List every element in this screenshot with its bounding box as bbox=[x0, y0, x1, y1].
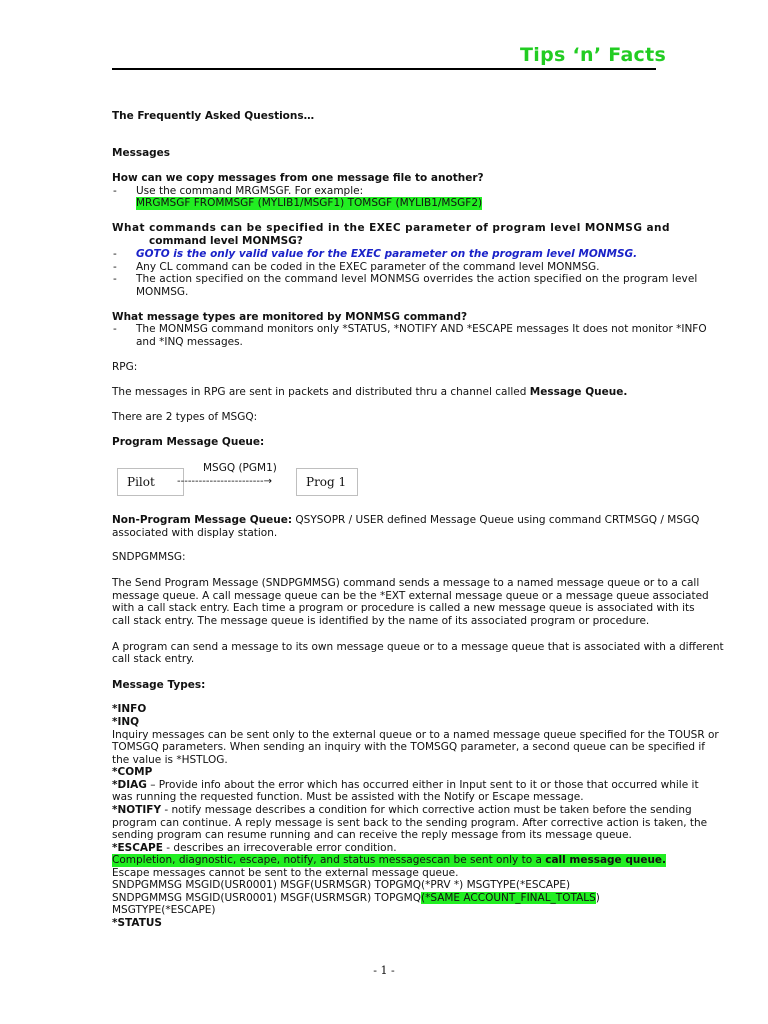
completion-highlight bbox=[112, 854, 666, 867]
inq-description-line: TOMSGQ parameters. When sending an inquiry with the TOMSGQ parameter, a second queue can be specified if bbox=[112, 741, 705, 753]
rpg-description bbox=[112, 386, 627, 399]
type-info: *INFO bbox=[112, 703, 147, 715]
diagram-box-pilot: Pilot bbox=[117, 468, 184, 496]
sndpgmmsg-p1-line: call stack entry. The message queue is identified by the name of its associated program or procedure. bbox=[112, 615, 650, 627]
sndpgmmsg-p1-line: The Send Program Message (SNDPGMMSG) command sends a message to a named message queue or to a call bbox=[112, 577, 700, 589]
command-example-2-highlight: (*SAME ACCOUNT_FINAL_TOTALS bbox=[420, 892, 596, 904]
command-example-2-text: SNDPGMMSG MSGID(USR0001) MSGF(USRMSGR) TOPGMQ bbox=[112, 892, 421, 904]
type-status: *STATUS bbox=[112, 917, 162, 929]
sndpgmmsg-p1-line: with a call stack entry. Each time a program or procedure is called a new message queue is associated with its bbox=[112, 602, 695, 614]
bullet-dash: - bbox=[113, 323, 117, 335]
messages-heading: Messages bbox=[112, 147, 171, 159]
q1-bullet: Use the command MRGMSGF. For example: bbox=[136, 185, 364, 197]
inq-description-line: the value is *HSTLOG. bbox=[112, 754, 228, 766]
header-divider bbox=[112, 68, 656, 70]
npmq-line1 bbox=[112, 514, 699, 527]
bullet-dash: - bbox=[113, 185, 117, 197]
escape-text: - describes an irrecoverable error condition. bbox=[162, 842, 397, 854]
page-header-title: Tips ‘n’ Facts bbox=[520, 44, 667, 66]
diagram-box-prog1: Prog 1 bbox=[296, 468, 358, 496]
type-comp: *COMP bbox=[112, 766, 153, 778]
command-example-1: SNDPGMMSG MSGID(USR0001) MSGF(USRMSGR) TOPGMQ(*PRV *) MSGTYPE(*ESCAPE) bbox=[112, 879, 571, 891]
q2-bullet-override-line1: The action specified on the command level MONMSG overrides the action specified on the program level bbox=[136, 273, 698, 285]
type-escape: *ESCAPE bbox=[112, 842, 163, 854]
msgq-types-line: There are 2 types of MSGQ: bbox=[112, 411, 258, 423]
rpg-message-queue-term: Message Queue. bbox=[529, 386, 628, 398]
escape-note: Escape messages cannot be sent to the external message queue. bbox=[112, 867, 459, 879]
diag-line2: was running the requested function. Must be assisted with the Notify or Escape message. bbox=[112, 791, 584, 803]
q3-bullet-line2: and *INQ messages. bbox=[136, 336, 243, 348]
type-inq: *INQ bbox=[112, 716, 140, 728]
notify-line2: program can continue. A reply message is sent back to the sending program. After corrective action is taken, the bbox=[112, 817, 708, 829]
sndpgmmsg-p1-line: message queue. A call message queue can be the *EXT external message queue or a message queue associated bbox=[112, 590, 709, 602]
q2-bullet-goto: GOTO is the only valid value for the EXEC parameter on the program level MONMSG. bbox=[136, 248, 638, 260]
bullet-dash: - bbox=[113, 248, 117, 260]
q2-question-line1: What commands can be specified in the EXEC parameter of program level MONMSG and bbox=[112, 222, 670, 234]
q3-bullet-line1: The MONMSG command monitors only *STATUS, *NOTIFY AND *ESCAPE messages It does not monitor *INFO bbox=[136, 323, 707, 335]
diagram-arrow: ------------------------→ bbox=[177, 476, 272, 487]
rpg-description-text: The messages in RPG are sent in packets and distributed thru a channel called bbox=[112, 386, 530, 398]
intro-heading: The Frequently Asked Questions… bbox=[112, 110, 315, 122]
sndpgmmsg-label: SNDPGMMSG: bbox=[112, 551, 186, 563]
type-diag: *DIAG bbox=[112, 779, 147, 791]
command-example-2-close: ) bbox=[595, 892, 600, 904]
page-number: - 1 - bbox=[373, 964, 395, 977]
type-notify: *NOTIFY bbox=[112, 804, 162, 816]
q3-question: What message types are monitored by MONMSG command? bbox=[112, 311, 468, 323]
sndpgmmsg-p2-line: A program can send a message to its own message queue or to a message queue that is associated with a different bbox=[112, 641, 724, 653]
notify-line3: sending program can resume running and can receive the reply message from its message queue. bbox=[112, 829, 632, 841]
sndpgmmsg-p2-line: call stack entry. bbox=[112, 653, 195, 665]
q2-bullet-override-line2: MONMSG. bbox=[136, 286, 189, 298]
command-example-3: MSGTYPE(*ESCAPE) bbox=[112, 904, 216, 916]
npmq-line2: associated with display station. bbox=[112, 527, 278, 539]
notify-text: - notify message describes a condition for which corrective action must be taken before the sending bbox=[161, 804, 692, 816]
diagram-arrow-label: MSGQ (PGM1) bbox=[203, 462, 277, 474]
npmq-text: QSYSOPR / USER defined Message Queue using command CRTMSGQ / MSGQ bbox=[292, 514, 700, 526]
q1-example-code: MRGMSGF FROMMSGF (MYLIB1/MSGF1) TOMSGF (MYLIB1/MSGF2) bbox=[136, 197, 483, 209]
notify-line1 bbox=[112, 804, 692, 817]
message-types-heading: Message Types: bbox=[112, 679, 206, 691]
inq-description-line: Inquiry messages can be sent only to the external queue or to a named message queue specified for the TOUSR or bbox=[112, 729, 719, 741]
call-message-queue-term: call message queue. bbox=[545, 854, 667, 866]
rpg-label: RPG: bbox=[112, 361, 138, 373]
completion-text: Completion, diagnostic, escape, notify, and status messagescan be sent only to a bbox=[112, 854, 546, 866]
bullet-dash: - bbox=[113, 273, 117, 285]
q2-bullet-cl: Any CL command can be coded in the EXEC parameter of the command level MONMSG. bbox=[136, 261, 600, 273]
bullet-dash: - bbox=[113, 261, 117, 273]
q2-question-line2: command level MONMSG? bbox=[149, 235, 303, 247]
npmq-label: Non-Program Message Queue: bbox=[112, 514, 293, 526]
diag-text: – Provide info about the error which has occurred either in Input sent to it or those that occurred while it bbox=[146, 779, 699, 791]
q1-question: How can we copy messages from one message file to another? bbox=[112, 172, 484, 184]
program-message-queue-heading: Program Message Queue: bbox=[112, 436, 265, 448]
